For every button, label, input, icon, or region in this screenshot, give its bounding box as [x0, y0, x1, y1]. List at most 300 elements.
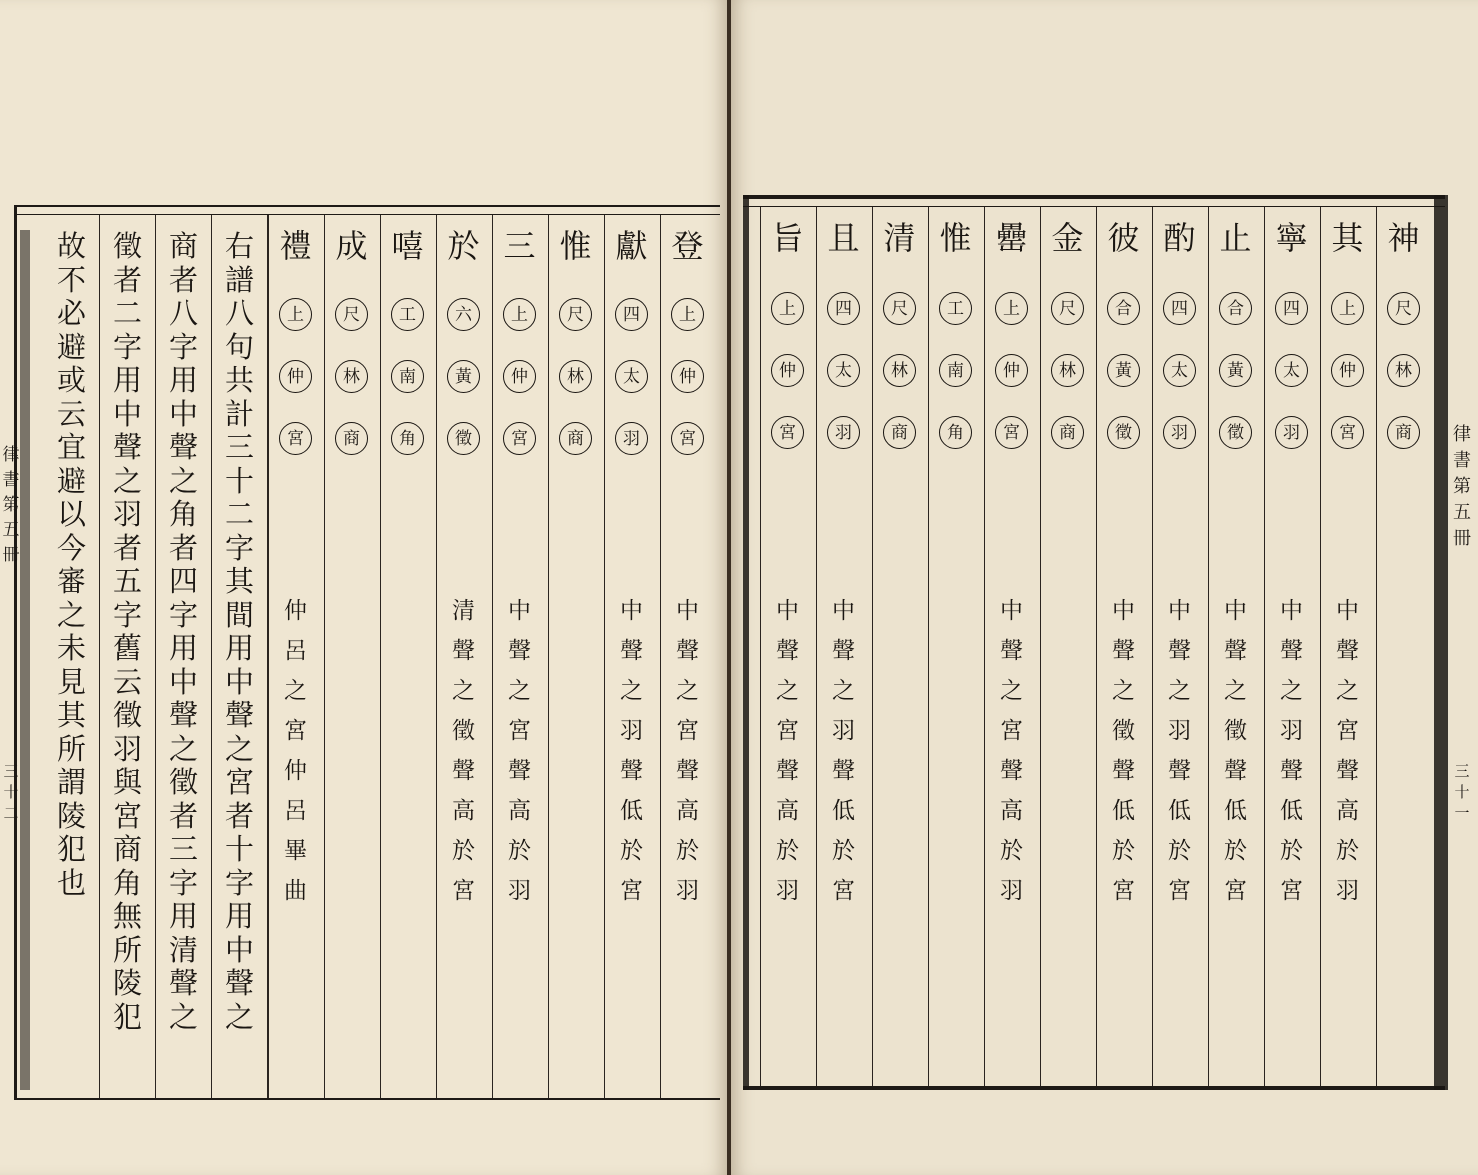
explanation-char: 者 [224, 798, 254, 833]
pitch-remark: 聲 [832, 758, 855, 784]
explanation-char: 陵 [112, 966, 142, 1000]
pitch-remark: 於 [676, 838, 699, 864]
lyric-char: 酌 [1163, 219, 1196, 257]
note-circle: 工 [939, 292, 972, 325]
note-circle: 黃 [447, 360, 480, 393]
explanation-char: 八 [224, 296, 254, 330]
column-rule [436, 215, 437, 1098]
column-rule [1096, 207, 1097, 1086]
lyric-char: 旨 [771, 219, 804, 257]
column-rule [928, 207, 929, 1086]
note-circle: 尺 [1051, 292, 1084, 325]
note-circle: 黃 [1107, 354, 1140, 387]
column-rule [872, 207, 873, 1086]
pitch-remark: 中 [620, 598, 643, 624]
explanation-char: 犯 [112, 999, 142, 1034]
note-circle: 羽 [1275, 416, 1308, 449]
note-circle: 仲 [279, 360, 312, 393]
pitch-remark: 宮 [1224, 878, 1247, 904]
note-circle: 南 [939, 354, 972, 387]
pitch-remark: 呂 [284, 798, 307, 824]
pitch-remark: 羽 [1168, 718, 1191, 744]
column-rule [492, 215, 493, 1098]
pitch-remark: 低 [1112, 798, 1135, 824]
pitch-remark: 之 [508, 678, 531, 704]
lyric-char: 成 [335, 227, 368, 265]
pitch-remark: 於 [1168, 838, 1191, 864]
explanation-char: 所 [56, 731, 86, 766]
pitch-remark: 羽 [1000, 878, 1023, 904]
explanation-char: 徵 [112, 698, 142, 732]
pitch-remark: 畢 [284, 838, 307, 864]
explanation-char: 聲 [112, 430, 142, 464]
pitch-remark: 宮 [1336, 718, 1359, 744]
score-column [1096, 0, 1151, 1175]
pitch-remark: 中 [508, 598, 531, 624]
pitch-remark: 聲 [676, 758, 699, 784]
pitch-remark: 聲 [1224, 638, 1247, 664]
explanation-char: 審 [56, 564, 86, 598]
column-rule [660, 215, 661, 1098]
lyric-char: 惟 [559, 227, 592, 265]
explanation-char: 間 [224, 597, 254, 632]
explanation-char: 字 [224, 530, 254, 565]
pitch-remark: 聲 [452, 638, 475, 664]
note-circle: 角 [391, 422, 424, 455]
explanation-char: 中 [224, 932, 254, 967]
explanation-char: 聲 [168, 966, 198, 1000]
explanation-char: 三 [168, 832, 198, 866]
pitch-remark: 聲 [508, 638, 531, 664]
note-circle: 黃 [1219, 354, 1252, 387]
lyric-char: 其 [1331, 219, 1364, 257]
pitch-remark: 聲 [1112, 638, 1135, 664]
pitch-remark: 聲 [1168, 758, 1191, 784]
explanation-char: 必 [56, 296, 86, 330]
note-circle: 合 [1107, 292, 1140, 325]
note-circle: 四 [615, 298, 648, 331]
pitch-remark: 中 [832, 598, 855, 624]
pitch-remark: 聲 [620, 758, 643, 784]
pitch-remark: 宮 [676, 718, 699, 744]
column-rule [211, 215, 212, 1098]
pitch-remark: 中 [1336, 598, 1359, 624]
score-column [604, 0, 659, 1175]
explanation-char: 聲 [168, 430, 198, 464]
pitch-remark: 低 [1224, 798, 1247, 824]
pitch-remark: 於 [1280, 838, 1303, 864]
pitch-remark: 宮 [832, 878, 855, 904]
note-circle: 尺 [883, 292, 916, 325]
note-circle: 林 [335, 360, 368, 393]
column-rule [1040, 207, 1041, 1086]
note-circle: 徵 [447, 422, 480, 455]
explanation-char: 避 [56, 329, 86, 364]
explanation-char: 今 [56, 530, 86, 565]
explanation-char: 中 [168, 664, 198, 699]
pitch-remark: 羽 [676, 878, 699, 904]
lyric-char: 彼 [1107, 219, 1140, 257]
note-circle: 商 [1051, 416, 1084, 449]
pitch-remark: 仲 [284, 598, 307, 624]
explanation-char: 中 [224, 664, 254, 699]
score-column [1376, 0, 1431, 1175]
pitch-remark: 高 [508, 798, 531, 824]
explanation-char: 用 [224, 899, 254, 933]
pitch-remark: 於 [508, 838, 531, 864]
explanation-char: 用 [168, 363, 198, 397]
pitch-remark: 聲 [832, 638, 855, 664]
pitch-remark: 中 [676, 598, 699, 624]
note-circle: 上 [279, 298, 312, 331]
explanation-char: 角 [168, 497, 198, 531]
explanation-char: 者 [168, 262, 198, 297]
explanation-char: 之 [224, 731, 254, 766]
left-page-fold-band [20, 230, 30, 1090]
pitch-remark: 於 [776, 838, 799, 864]
note-circle: 宮 [1331, 416, 1364, 449]
score-column [760, 0, 815, 1175]
pitch-remark: 聲 [1000, 758, 1023, 784]
pitch-remark: 徵 [1224, 718, 1247, 744]
pitch-remark: 宮 [776, 718, 799, 744]
pitch-remark: 羽 [1280, 718, 1303, 744]
pitch-remark: 宮 [620, 878, 643, 904]
pitch-remark: 徵 [1112, 718, 1135, 744]
pitch-remark: 羽 [620, 718, 643, 744]
right-page-outer-band [1434, 195, 1448, 1090]
explanation-column [212, 0, 267, 1175]
pitch-remark: 之 [284, 678, 307, 704]
explanation-char: 之 [224, 999, 254, 1034]
explanation-char: 之 [168, 731, 198, 766]
note-circle: 上 [671, 298, 704, 331]
pitch-remark: 低 [620, 798, 643, 824]
explanation-char: 云 [112, 664, 142, 699]
note-circle: 合 [1219, 292, 1252, 325]
pitch-remark: 低 [1280, 798, 1303, 824]
explanation-char: 商 [112, 832, 142, 866]
pitch-remark: 之 [452, 678, 475, 704]
pitch-remark: 聲 [620, 638, 643, 664]
lyric-char: 於 [447, 227, 480, 265]
explanation-char: 五 [112, 564, 142, 598]
lyric-char: 登 [671, 227, 704, 265]
note-circle: 羽 [1163, 416, 1196, 449]
explanation-char: 云 [56, 396, 86, 431]
pitch-remark: 之 [620, 678, 643, 704]
explanation-column [100, 0, 155, 1175]
explanation-char: 者 [112, 262, 142, 297]
explanation-char: 者 [168, 530, 198, 565]
lyric-char: 清 [883, 219, 916, 257]
explanation-char: 宜 [56, 430, 86, 464]
pitch-remark: 於 [1112, 838, 1135, 864]
note-circle: 太 [615, 360, 648, 393]
explanation-char: 用 [112, 363, 142, 397]
pitch-remark: 中 [1000, 598, 1023, 624]
note-circle: 仲 [671, 360, 704, 393]
note-circle: 四 [1163, 292, 1196, 325]
left-margin-title: 律書第五冊 [2, 445, 20, 565]
note-circle: 商 [335, 422, 368, 455]
left-page [0, 0, 727, 1175]
column-rule [604, 215, 605, 1098]
pitch-remark: 之 [1000, 678, 1023, 704]
explanation-char: 二 [112, 296, 142, 330]
pitch-remark: 之 [832, 678, 855, 704]
column-rule [1264, 207, 1265, 1086]
explanation-char: 字 [168, 865, 198, 900]
note-circle: 宮 [995, 416, 1028, 449]
explanation-char: 故 [56, 229, 86, 263]
score-column [548, 0, 603, 1175]
note-circle: 太 [1163, 354, 1196, 387]
lyric-char: 金 [1051, 219, 1084, 257]
pitch-remark: 中 [776, 598, 799, 624]
explanation-char: 其 [224, 564, 254, 598]
note-circle: 四 [827, 292, 860, 325]
pitch-remark: 聲 [452, 758, 475, 784]
note-circle: 上 [1331, 292, 1364, 325]
note-circle: 商 [883, 416, 916, 449]
explanation-char: 十 [224, 463, 254, 498]
explanation-char: 見 [56, 664, 86, 699]
pitch-remark: 羽 [508, 878, 531, 904]
column-rule [267, 215, 268, 1098]
column-rule [760, 207, 761, 1086]
column-rule [1320, 207, 1321, 1086]
explanation-char: 清 [168, 932, 198, 967]
explanation-char: 犯 [56, 832, 86, 866]
pitch-remark: 羽 [776, 878, 799, 904]
pitch-remark: 宮 [508, 718, 531, 744]
explanation-char: 角 [112, 865, 142, 900]
lyric-char: 罍 [995, 219, 1028, 257]
pitch-remark: 聲 [508, 758, 531, 784]
explanation-char: 者 [112, 530, 142, 565]
lyric-char: 寧 [1275, 219, 1308, 257]
explanation-char: 徵 [112, 229, 142, 263]
score-column [984, 0, 1039, 1175]
lyric-char: 嘻 [391, 227, 424, 265]
pitch-remark: 於 [620, 838, 643, 864]
note-circle: 羽 [827, 416, 860, 449]
score-column [660, 0, 715, 1175]
pitch-remark: 高 [452, 798, 475, 824]
pitch-remark: 中 [1280, 598, 1303, 624]
pitch-remark: 高 [676, 798, 699, 824]
column-rule [548, 215, 549, 1098]
column-rule [380, 215, 381, 1098]
left-margin-leaf: 三十二 [3, 762, 19, 822]
explanation-char: 舊 [112, 631, 142, 665]
pitch-remark: 於 [1224, 838, 1247, 864]
column-rule [1208, 207, 1209, 1086]
note-circle: 仲 [995, 354, 1028, 387]
explanation-char: 十 [224, 832, 254, 866]
column-rule [268, 215, 269, 1098]
explanation-char: 聲 [168, 698, 198, 732]
explanation-column [156, 0, 211, 1175]
pitch-remark: 之 [1112, 678, 1135, 704]
explanation-char: 字 [224, 865, 254, 900]
lyric-char: 獻 [615, 227, 648, 265]
explanation-char: 用 [168, 631, 198, 665]
score-column [436, 0, 491, 1175]
pitch-remark: 聲 [676, 638, 699, 664]
explanation-char: 所 [112, 932, 142, 967]
note-circle: 尺 [1387, 292, 1420, 325]
pitch-remark: 宮 [1112, 878, 1135, 904]
pitch-remark: 宮 [1000, 718, 1023, 744]
right-page [731, 0, 1478, 1175]
note-circle: 南 [391, 360, 424, 393]
explanation-char: 譜 [224, 262, 254, 297]
note-circle: 商 [559, 422, 592, 455]
pitch-remark: 之 [1168, 678, 1191, 704]
lyric-char: 且 [827, 219, 860, 257]
explanation-char: 聲 [224, 966, 254, 1000]
pitch-remark: 於 [452, 838, 475, 864]
explanation-char: 謂 [56, 765, 86, 799]
explanation-char: 句 [224, 329, 254, 364]
pitch-remark: 高 [776, 798, 799, 824]
explanation-char: 二 [224, 497, 254, 531]
pitch-remark: 羽 [1336, 878, 1359, 904]
note-circle: 林 [883, 354, 916, 387]
score-column [324, 0, 379, 1175]
pitch-remark: 於 [832, 838, 855, 864]
lyric-char: 禮 [279, 227, 312, 265]
note-circle: 上 [771, 292, 804, 325]
score-column [928, 0, 983, 1175]
explanation-char: 右 [224, 229, 254, 263]
note-circle: 太 [827, 354, 860, 387]
explanation-char: 未 [56, 631, 86, 665]
pitch-remark: 低 [832, 798, 855, 824]
pitch-remark: 於 [1336, 838, 1359, 864]
explanation-char: 與 [112, 765, 142, 799]
pitch-remark: 聲 [1336, 758, 1359, 784]
score-column [1152, 0, 1207, 1175]
column-rule [99, 215, 100, 1098]
pitch-remark: 於 [1000, 838, 1023, 864]
pitch-remark: 中 [1168, 598, 1191, 624]
explanation-char: 宮 [112, 798, 142, 833]
explanation-char: 八 [168, 296, 198, 330]
note-circle: 商 [1387, 416, 1420, 449]
explanation-char: 字 [168, 329, 198, 364]
explanation-char: 以 [56, 497, 86, 531]
explanation-char: 聲 [224, 698, 254, 732]
note-circle: 工 [391, 298, 424, 331]
note-circle: 宮 [771, 416, 804, 449]
note-circle: 六 [447, 298, 480, 331]
pitch-remark: 聲 [1224, 758, 1247, 784]
note-circle: 徵 [1219, 416, 1252, 449]
right-page-edge-band [743, 195, 749, 1090]
pitch-remark: 高 [1000, 798, 1023, 824]
explanation-char: 三 [224, 430, 254, 464]
right-margin-title: 律書第五冊 [1453, 424, 1471, 549]
score-column [268, 0, 323, 1175]
score-column [872, 0, 927, 1175]
pitch-remark: 聲 [1336, 638, 1359, 664]
pitch-remark: 宮 [452, 878, 475, 904]
explanation-char: 徵 [168, 765, 198, 799]
note-circle: 尺 [335, 298, 368, 331]
column-rule [324, 215, 325, 1098]
explanation-char: 中 [112, 396, 142, 431]
pitch-remark: 高 [1336, 798, 1359, 824]
explanation-char: 或 [56, 363, 86, 397]
left-page-outer-border [14, 205, 17, 1100]
note-circle: 仲 [1331, 354, 1364, 387]
score-column [1040, 0, 1095, 1175]
score-column [1208, 0, 1263, 1175]
note-circle: 林 [1387, 354, 1420, 387]
explanation-char: 之 [168, 463, 198, 498]
explanation-char: 避 [56, 463, 86, 498]
note-circle: 上 [995, 292, 1028, 325]
explanation-char: 也 [56, 865, 86, 900]
pitch-remark: 之 [1280, 678, 1303, 704]
explanation-char: 中 [168, 396, 198, 431]
explanation-char: 之 [168, 999, 198, 1034]
score-column [816, 0, 871, 1175]
pitch-remark: 清 [452, 598, 475, 624]
note-circle: 仲 [503, 360, 536, 393]
explanation-char: 字 [112, 597, 142, 632]
pitch-remark: 之 [776, 678, 799, 704]
score-column [1320, 0, 1375, 1175]
explanation-char: 共 [224, 363, 254, 397]
pitch-remark: 之 [676, 678, 699, 704]
pitch-remark: 聲 [1112, 758, 1135, 784]
score-column [1264, 0, 1319, 1175]
lyric-char: 惟 [939, 219, 972, 257]
pitch-remark: 聲 [776, 638, 799, 664]
lyric-char: 三 [503, 227, 536, 265]
explanation-char: 者 [168, 798, 198, 833]
explanation-char: 之 [112, 463, 142, 498]
explanation-char: 用 [224, 631, 254, 665]
pitch-remark: 徵 [452, 718, 475, 744]
explanation-char: 之 [56, 597, 86, 632]
explanation-char: 四 [168, 564, 198, 598]
pitch-remark: 呂 [284, 638, 307, 664]
column-rule [1376, 207, 1377, 1086]
explanation-char: 計 [224, 396, 254, 431]
explanation-char: 字 [112, 329, 142, 364]
note-circle: 角 [939, 416, 972, 449]
pitch-remark: 曲 [284, 878, 307, 904]
note-circle: 上 [503, 298, 536, 331]
pitch-remark: 仲 [284, 758, 307, 784]
pitch-remark: 宮 [1280, 878, 1303, 904]
score-column [380, 0, 435, 1175]
pitch-remark: 之 [1336, 678, 1359, 704]
pitch-remark: 聲 [1000, 638, 1023, 664]
explanation-char: 字 [168, 597, 198, 632]
pitch-remark: 聲 [1280, 638, 1303, 664]
explanation-char: 陵 [56, 798, 86, 833]
column-rule [984, 207, 985, 1086]
score-column [492, 0, 547, 1175]
explanation-char: 其 [56, 698, 86, 732]
pitch-remark: 低 [1168, 798, 1191, 824]
